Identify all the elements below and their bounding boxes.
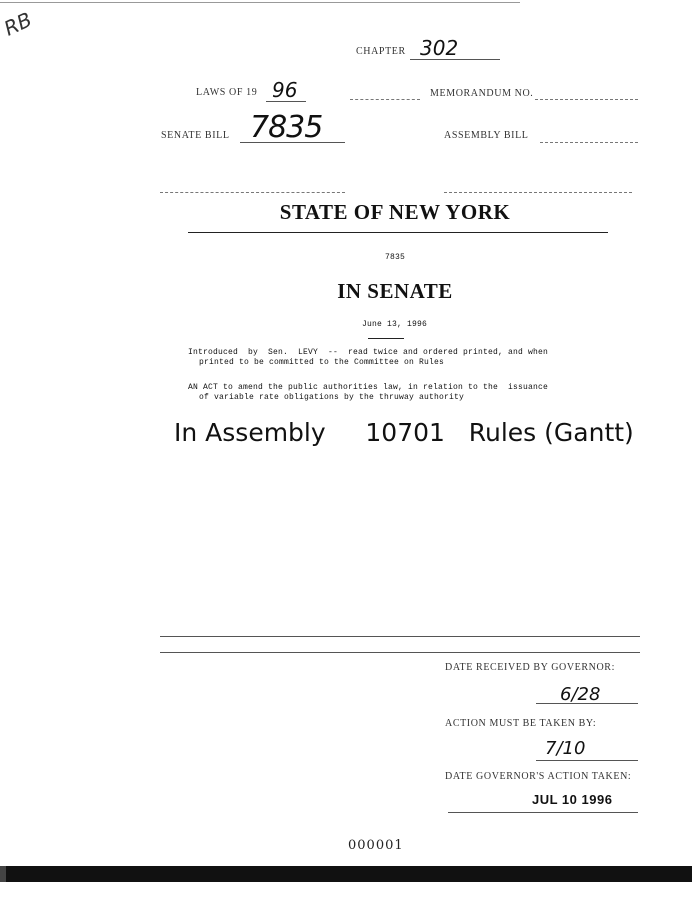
state-title-rule (188, 232, 608, 233)
chapter-line (410, 59, 500, 60)
received-label: DATE RECEIVED BY GOVERNOR: (445, 662, 615, 673)
laws-line (266, 101, 306, 102)
received-line (536, 703, 638, 704)
page-number: 000001 (348, 838, 404, 853)
bill-number: 7835 (385, 253, 406, 262)
senate-bill-label: SENATE BILL (161, 130, 230, 141)
memorandum-label: MEMORANDUM NO. (430, 88, 534, 99)
corner-initials: RB (0, 7, 36, 41)
assembly-bill-label: ASSEMBLY BILL (444, 130, 529, 141)
senate-bill-value: 7835 (250, 110, 323, 145)
memorandum-line (535, 99, 638, 100)
chamber-title: IN SENATE (337, 279, 453, 303)
date-rule (368, 338, 404, 339)
received-value: 6/28 (560, 684, 601, 705)
action-by-label: ACTION MUST BE TAKEN BY: (445, 718, 597, 729)
act-line-2: of variable rate obligations by the thruway authority (199, 393, 465, 402)
laws-blank-line (350, 99, 420, 100)
senate-bill-line (240, 142, 345, 143)
scan-bottom-bar (6, 866, 692, 882)
lower-rule-2 (160, 652, 640, 653)
act-line-1: AN ACT to amend the public authorities law, in relation to the issuance (188, 383, 549, 392)
laws-label: LAWS OF 19 (196, 87, 258, 98)
top-rule (0, 2, 520, 3)
laws-value: 96 (272, 78, 298, 102)
scan-bottom-edge (0, 866, 6, 882)
introduced-line-2: printed to be committed to the Committee on Rules (199, 358, 445, 367)
action-by-value: 7/10 (545, 738, 586, 759)
separator-right (444, 192, 632, 193)
introduced-line-1: Introduced by Sen. LEVY -- read twice and ordered printed, and when (188, 348, 549, 357)
action-taken-line (448, 812, 638, 813)
chapter-value: 302 (420, 36, 459, 60)
state-title: STATE OF NEW YORK (279, 200, 511, 224)
lower-rule-1 (160, 636, 640, 637)
action-taken-stamp: JUL 10 1996 (532, 792, 613, 807)
assembly-bill-line (540, 142, 638, 143)
introduction-date: June 13, 1996 (362, 320, 428, 329)
action-taken-label: DATE GOVERNOR'S ACTION TAKEN: (445, 771, 632, 782)
separator-left (160, 192, 345, 193)
handwritten-assembly-note: In Assembly 10701 Rules (Gantt) (174, 418, 634, 447)
action-by-line (536, 760, 638, 761)
chapter-label: CHAPTER (356, 46, 406, 57)
